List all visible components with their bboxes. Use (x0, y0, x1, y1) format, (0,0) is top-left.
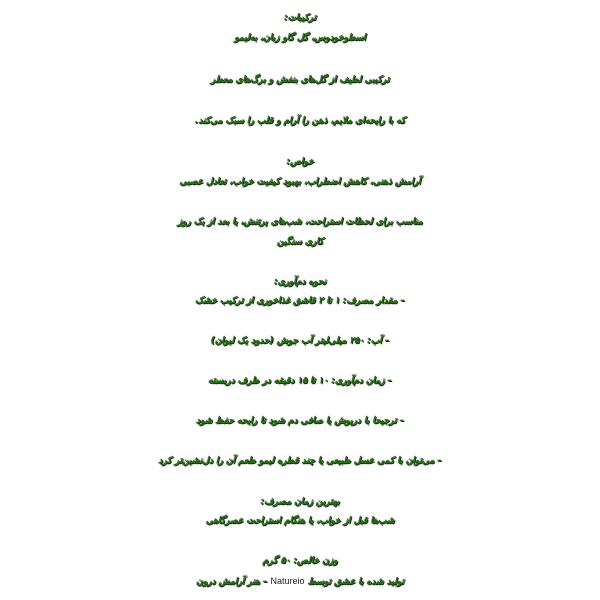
footer-line (0, 573, 600, 591)
brewing-honey: – می‌توان با کمی عسل طبیعی یا چند قطره لیمو طعم آن را دل‌نشین‌تر کرد (158, 456, 442, 466)
description-line-1: ترکیبی لطیف از گل‌های بنفش و برگ‌های معطر (210, 75, 390, 85)
suitable-line-2: کاری سنگین (276, 237, 324, 247)
brewing-heading: نحوه دم‌آوری: (273, 277, 327, 287)
best-time-heading: بهترین زمان مصرف: (260, 497, 340, 507)
brewing-amount: – مقدار مصرف: ۱ تا ۲ قاشق غذاخوری از ترکیب خشک (195, 296, 405, 306)
properties-list: آرامش ذهنی، کاهش اضطراب، بهبود کیفیت خواب، تعادل عصبی (179, 177, 421, 187)
brewing-water: – آب: ۲۵۰ میلی‌لیتر آب جوش (حدود یک لیوان) (210, 336, 390, 346)
ingredients-list: اسطوخودوس، گل گاو زبان، به‌لیمو (234, 33, 366, 43)
properties-heading: خواص: (286, 157, 314, 167)
ingredients-heading: ترکیبات: (283, 13, 316, 23)
net-weight: وزن خالص: ۵۰ گرم (262, 556, 338, 566)
suitable-line-1: مناسب برای لحظات استراحت، شب‌های پرتنش، یا بعد از یک روز (177, 217, 423, 227)
brewing-time: – زمان دم‌آوری: ۱۰ تا ۱۵ دقیقه در ظرف دربسته (208, 376, 392, 386)
best-time-text: شب‌ها قبل از خواب، یا هنگام استراحت عصرگاهی (205, 516, 395, 526)
description-line-2: که با رایحه‌ای ملایم، ذهن را آرام و قلب را سبک می‌کند. (194, 116, 406, 126)
footer-brand: Natureio (270, 576, 305, 586)
brewing-cover: – ترجیحا با درپوش یا صافی دم شود تا رایحه حفظ شود (195, 416, 405, 426)
footer-suffix: – هنر آرامش درون (196, 577, 268, 587)
footer-prefix: تولید شده با عشق توسط (307, 577, 404, 587)
